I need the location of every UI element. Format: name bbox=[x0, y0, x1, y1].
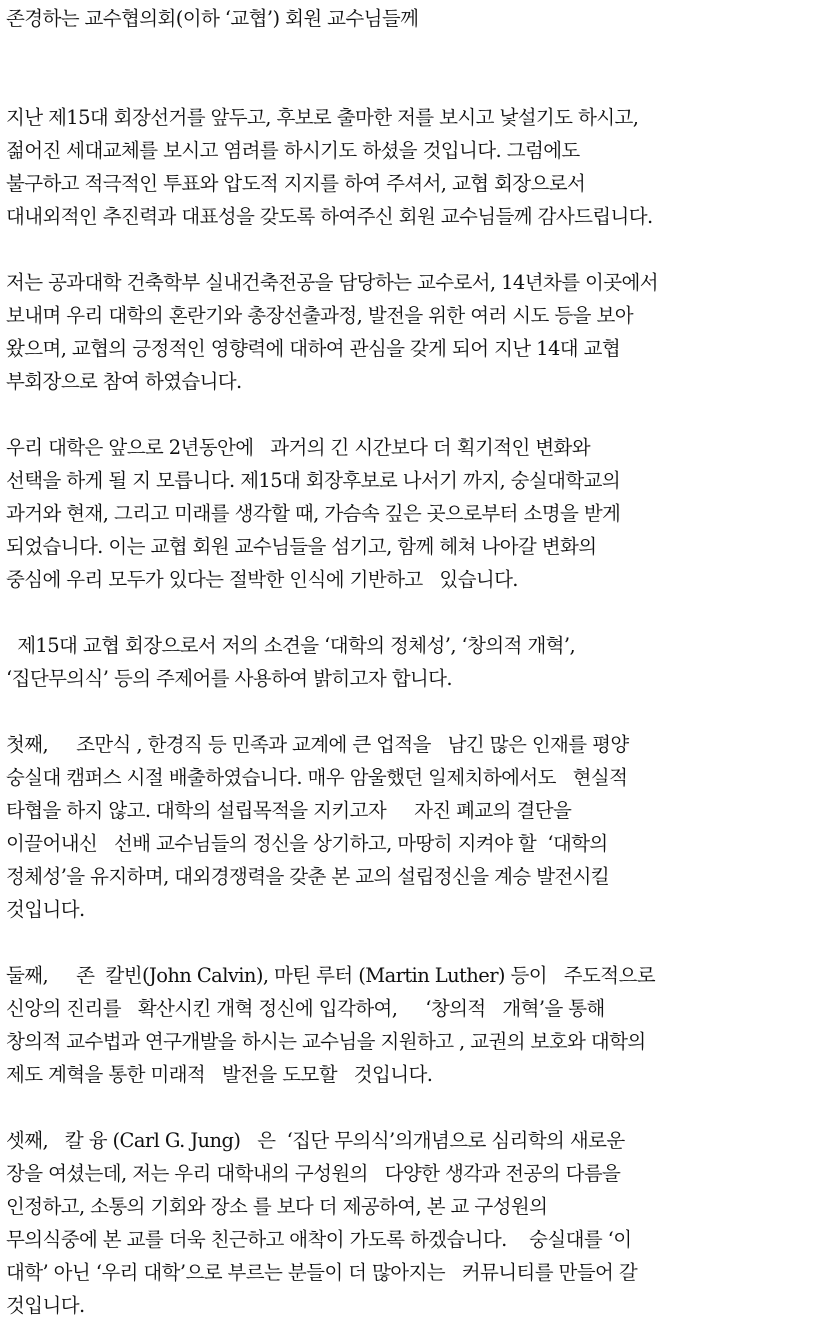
paragraph-gap bbox=[6, 398, 835, 431]
paragraph-line: 무의식중에 본 교를 더욱 친근하고 애착이 가도록 하겠습니다. 숭실대를 ‘이 bbox=[6, 1228, 632, 1251]
paragraph-line: ‘집단무의식’ 등의 주제어를 사용하여 밝히고자 합니다. bbox=[6, 667, 453, 690]
paragraph-line: 보내며 우리 대학의 혼란기와 총장선출과정, 발전을 위한 여러 시도 등을 보아 bbox=[6, 304, 633, 327]
paragraph-line: 우리 대학은 앞으로 2년동안에 과거의 긴 시간보다 더 획기적인 변화와 bbox=[6, 436, 591, 459]
letter-greeting: 존경하는 교수협의회(이하 ‘교협’) 회원 교수님들께 bbox=[6, 7, 419, 30]
paragraph-line: 제도 계혁을 통한 미래적 발전을 도모할 것입니다. bbox=[6, 1063, 433, 1086]
paragraph-line: 것입니다. bbox=[6, 898, 85, 921]
paragraph-line: 왔으며, 교협의 긍정적인 영향력에 대하여 관심을 갖게 되어 지난 14대 교협 bbox=[6, 337, 621, 360]
letter-body bbox=[6, 101, 835, 1322]
paragraph bbox=[6, 959, 835, 1091]
paragraph-line: 지난 제15대 회장선거를 앞두고, 후보로 출마한 저를 보시고 낯설기도 하시고, bbox=[6, 106, 639, 129]
paragraph-line: 인정하고, 소통의 기회와 장소 를 보다 더 제공하여, 본 교 구성원의 bbox=[6, 1195, 548, 1218]
paragraph-gap bbox=[6, 1091, 835, 1124]
paragraph-line: 장을 여셨는데, 저는 우리 대학내의 구성원의 다양한 생각과 전공의 다름을 bbox=[6, 1162, 621, 1185]
paragraph-line: 대학’ 아닌 ‘우리 대학’으로 부르는 분들이 더 많아지는 커뮤니티를 만들어 갈 bbox=[6, 1261, 638, 1284]
paragraph-line: 되었습니다. 이는 교협 회원 교수님들을 섬기고, 함께 헤쳐 나아갈 변화의 bbox=[6, 535, 597, 558]
paragraph bbox=[6, 1124, 835, 1322]
paragraph-line: 저는 공과대학 건축학부 실내건축전공을 담당하는 교수로서, 14년차를 이곳에서 bbox=[6, 271, 658, 294]
paragraph-line: 둘째, 존 칼빈(John Calvin), 마틴 루터 (Martin Luther) 등이 주도적으로 bbox=[6, 964, 655, 987]
paragraph bbox=[6, 266, 835, 398]
paragraph-line: 신앙의 진리를 확산시킨 개혁 정신에 입각하여, ‘창의적 개혁’을 통해 bbox=[6, 997, 605, 1020]
paragraph bbox=[6, 728, 835, 926]
paragraph-line: 셋째, 칼 융 (Carl G. Jung) 은 ‘집단 무의식’의개념으로 심리학의 새로운 bbox=[6, 1129, 625, 1152]
paragraph-line: 것입니다. bbox=[6, 1294, 85, 1317]
paragraph-gap bbox=[6, 233, 835, 266]
paragraph bbox=[6, 629, 835, 695]
paragraph-gap bbox=[6, 695, 835, 728]
paragraph-line: 이끌어내신 선배 교수님들의 정신을 상기하고, 마땅히 지켜야 할 ‘대학의 bbox=[6, 832, 608, 855]
paragraph-line: 대내외적인 추진력과 대표성을 갖도록 하여주신 회원 교수님들께 감사드립니다. bbox=[6, 205, 653, 228]
paragraph-line: 과거와 현재, 그리고 미래를 생각할 때, 가슴속 깊은 곳으로부터 소명을 받게 bbox=[6, 502, 621, 525]
paragraph-line: 정체성’을 유지하며, 대외경쟁력을 갖춘 본 교의 설립정신을 계승 발전시킬 bbox=[6, 865, 610, 888]
paragraph-line: 타협을 하지 않고. 대학의 설립목적을 지키고자 자진 폐교의 결단을 bbox=[6, 799, 572, 822]
paragraph-line: 중심에 우리 모두가 있다는 절박한 인식에 기반하고 있습니다. bbox=[6, 568, 518, 591]
paragraph bbox=[6, 431, 835, 596]
paragraph-gap bbox=[6, 926, 835, 959]
paragraph-line: 제15대 교협 회장으로서 저의 소견을 ‘대학의 정체성’, ‘창의적 개혁’, bbox=[6, 634, 576, 657]
paragraph-line: 숭실대 캠퍼스 시절 배출하였습니다. 매우 암울했던 일제치하에서도 현실적 bbox=[6, 766, 628, 789]
paragraph-line: 불구하고 적극적인 투표와 압도적 지지를 하여 주셔서, 교협 회장으로서 bbox=[6, 172, 586, 195]
paragraph bbox=[6, 101, 835, 233]
paragraph-gap bbox=[6, 596, 835, 629]
paragraph-line: 젊어진 세대교체를 보시고 염려를 하시기도 하셨을 것입니다. 그럼에도 bbox=[6, 139, 580, 162]
paragraph-gap bbox=[6, 35, 835, 101]
paragraph-line: 선택을 하게 될 지 모릅니다. 제15대 회장후보로 나서기 까지, 숭실대학교의 bbox=[6, 469, 621, 492]
paragraph-line: 부회장으로 참여 하였습니다. bbox=[6, 370, 242, 393]
paragraph-line: 창의적 교수법과 연구개발을 하시는 교수님을 지원하고 , 교권의 보호와 대학의 bbox=[6, 1030, 646, 1053]
paragraph-line: 첫째, 조만식 , 한경직 등 민족과 교계에 큰 업적을 남긴 많은 인재를 평양 bbox=[6, 733, 629, 756]
